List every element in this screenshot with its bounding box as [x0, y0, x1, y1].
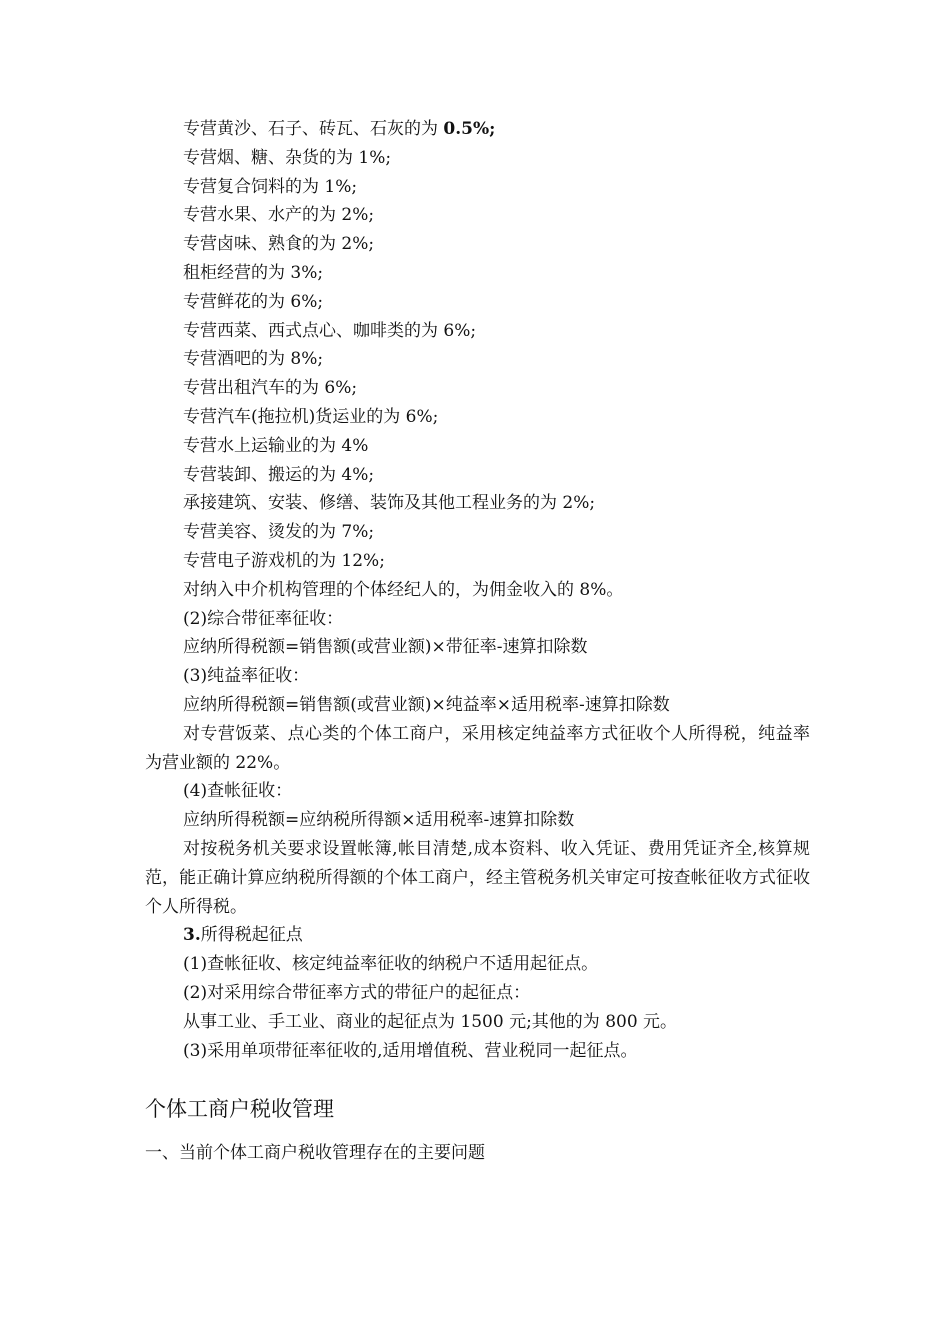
rate-line: 承接建筑、安装、修缮、装饰及其他工程业务的为 2%;: [183, 493, 596, 514]
rate-line: 专营装卸、搬运的为 4%;: [183, 464, 375, 485]
rate-line: 专营西菜、西式点心、咖啡类的为 6%;: [183, 320, 477, 341]
rate-line: 专营电子游戏机的为 12%;: [183, 550, 385, 571]
net-profit-note: 对专营饭菜、点心类的个体工商户，采用核定纯益率方式征收个人所得税，纯益率为营业额的 22%。: [145, 723, 810, 773]
rate-line: 专营复合饲料的为 1%;: [183, 176, 358, 197]
subsection-title: 一、当前个体工商户税收管理存在的主要问题: [145, 1143, 485, 1163]
net-profit-formula: 应纳所得税额=销售额(或营业额)×纯益率×适用税率-速算扣除数: [183, 694, 670, 715]
rate-line: 专营卤味、熟食的为 2%;: [183, 234, 375, 255]
threshold-item: (1)查帐征收、核定纯益率征收的纳税户不适用起征点。: [183, 954, 599, 975]
comprehensive-formula: 应纳所得税额=销售额(或营业额)×带征率-速算扣除数: [183, 637, 588, 658]
rate-line: 专营汽车(拖拉机)货运业的为 6%;: [183, 406, 439, 427]
audit-note: 对按税务机关要求设置帐簿,帐目清楚,成本资料、收入凭证、费用凭证齐全,核算规范，能正确计算应纳税所得额的个体工商户，经主管税务机关审定可按查帐征收方式征收个人所得税。: [145, 838, 810, 917]
section-title: 个体工商户税收管理: [145, 1097, 334, 1121]
audit-formula: 应纳所得税额=应纳税所得额×适用税率-速算扣除数: [183, 810, 575, 831]
rate-line: 专营水上运输业的为 4%: [183, 435, 369, 456]
rate-line: 租柜经营的为 3%;: [183, 262, 324, 283]
rate-line: 对纳入中介机构管理的个体经纪人的，为佣金收入的 8%。: [183, 579, 624, 600]
threshold-heading: 3.所得税起征点: [183, 925, 303, 946]
rate-line: 专营酒吧的为 8%;: [183, 349, 324, 370]
rate-line: 专营出租汽车的为 6%;: [183, 378, 358, 399]
net-profit-heading: (3)纯益率征收：: [183, 666, 310, 687]
threshold-item-detail: 从事工业、手工业、商业的起征点为 1500 元;其他的为 800 元。: [183, 1011, 678, 1032]
rate-value: 0.5%;: [443, 119, 496, 139]
threshold-item: (2)对采用综合带征率方式的带征户的起征点：: [183, 982, 531, 1003]
rate-line: 专营美容、烫发的为 7%;: [183, 522, 375, 543]
document-body: [145, 115, 810, 1065]
rate-line: 专营鲜花的为 6%;: [183, 291, 324, 312]
comprehensive-heading: (2)综合带征率征收：: [183, 608, 344, 629]
audit-heading: (4)查帐征收：: [183, 781, 293, 802]
threshold-number: 3.: [183, 925, 201, 946]
rate-line: 专营水果、水产的为 2%;: [183, 205, 375, 226]
rate-line: 专营黄沙、石子、砖瓦、石灰的为 0.5%;: [183, 119, 496, 139]
threshold-item: (3)采用单项带征率征收的,适用增值税、营业税同一起征点。: [183, 1040, 638, 1061]
rate-line: 专营烟、糖、杂货的为 1%;: [183, 147, 392, 168]
